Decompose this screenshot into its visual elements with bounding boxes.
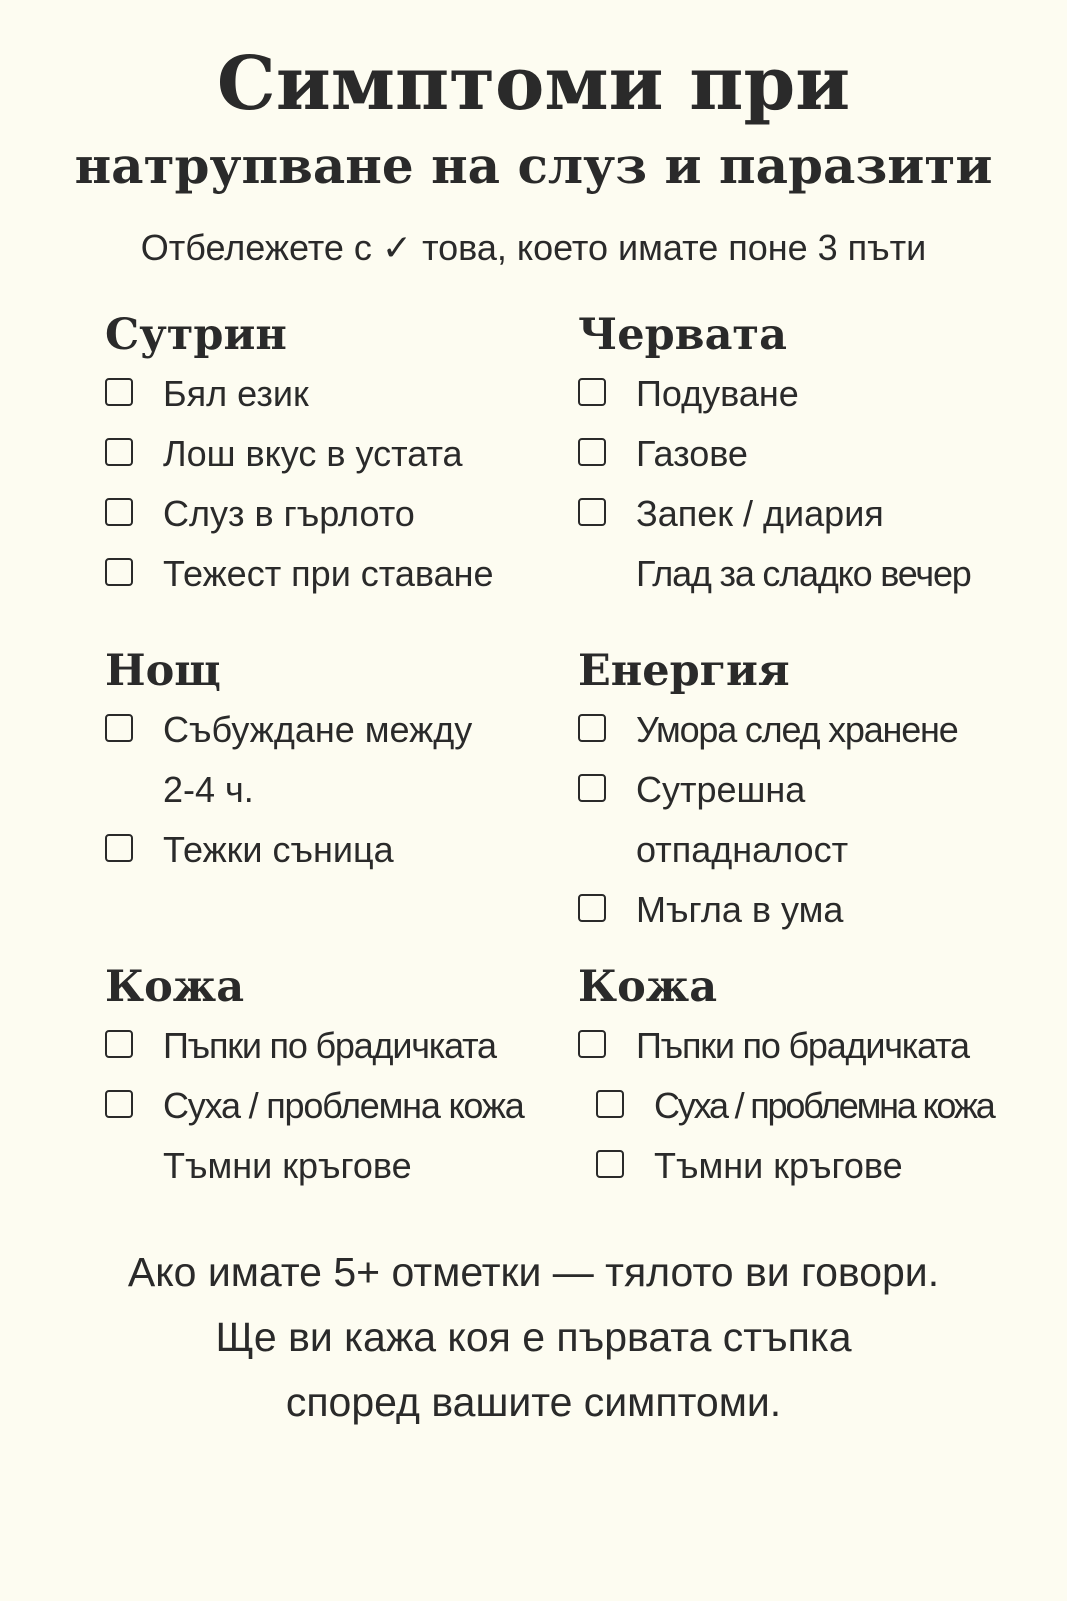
item-label: Суха / проблемна кожа <box>163 1085 524 1126</box>
section-skin-left <box>105 962 585 1196</box>
checkbox[interactable] <box>578 438 606 466</box>
item-label: Газове <box>636 433 748 474</box>
instruction-text: Отбележете с ✓ това, което имате поне 3 пъти <box>140 227 927 268</box>
checkbox[interactable] <box>578 498 606 526</box>
section-title-night: Нощ <box>105 646 221 696</box>
checkbox[interactable] <box>578 714 606 742</box>
item-label: Слуз в гърлото <box>163 493 415 534</box>
checklist-item[interactable] <box>105 1136 585 1196</box>
item-label: Подуване <box>636 373 799 414</box>
checklist-item-continuation <box>105 760 585 820</box>
checklist-item[interactable] <box>105 424 585 484</box>
checklist-item[interactable] <box>578 700 1058 760</box>
page-subtitle: натрупване на слуз и паразити <box>74 136 993 195</box>
item-label: отпадналост <box>636 829 849 870</box>
checkbox[interactable] <box>596 1090 624 1118</box>
item-label: Тъмни кръгове <box>654 1145 903 1186</box>
checklist-item[interactable] <box>578 484 1058 544</box>
checkbox[interactable] <box>578 378 606 406</box>
checkbox[interactable] <box>105 1030 133 1058</box>
item-label: Тежки съница <box>163 829 394 870</box>
item-label: Мъгла в ума <box>636 889 844 930</box>
checklist-item[interactable] <box>578 544 1058 604</box>
checklist-item[interactable] <box>578 760 1058 820</box>
checklist-item[interactable] <box>105 1016 585 1076</box>
checkbox[interactable] <box>105 1090 133 1118</box>
item-label: Събуждане между <box>163 709 473 750</box>
checklist-item[interactable] <box>105 700 585 760</box>
checklist-item[interactable] <box>105 820 585 880</box>
section-energy <box>578 646 1058 940</box>
checklist-item[interactable] <box>578 880 1058 940</box>
checkbox[interactable] <box>578 894 606 922</box>
checkbox[interactable] <box>105 498 133 526</box>
item-label: Умора след хранене <box>636 709 958 750</box>
checkbox[interactable] <box>578 1030 606 1058</box>
item-label: Пъпки по брадичката <box>163 1025 496 1066</box>
footer-line-3: според вашите симптоми. <box>285 1379 782 1425</box>
section-title-skin: Кожа <box>578 962 718 1012</box>
checklist-item[interactable] <box>596 1136 1066 1196</box>
item-label: Лош вкус в устата <box>163 433 463 474</box>
item-label: Запек / диария <box>636 493 884 534</box>
section-gut <box>578 310 1058 604</box>
item-label: Бял език <box>163 373 309 414</box>
item-label: Пъпки по брадичката <box>636 1025 969 1066</box>
checklist-item[interactable] <box>578 1016 1048 1076</box>
checklist-item[interactable] <box>105 484 585 544</box>
checklist-item[interactable] <box>596 1076 1066 1136</box>
checklist-item[interactable] <box>578 424 1058 484</box>
section-title-gut: Червата <box>578 310 787 360</box>
item-label: Тежест при ставане <box>163 553 494 594</box>
checkbox[interactable] <box>105 714 133 742</box>
page-title: Симптоми при <box>216 41 851 127</box>
item-label: Сутрешна <box>636 769 806 810</box>
checklist-item[interactable] <box>105 1076 585 1136</box>
section-title-energy: Енергия <box>578 646 790 696</box>
checklist-item[interactable] <box>105 364 585 424</box>
checkbox[interactable] <box>596 1150 624 1178</box>
checkbox[interactable] <box>578 774 606 802</box>
checklist-item[interactable] <box>578 364 1058 424</box>
item-label: Глад за сладко вечер <box>636 553 971 594</box>
section-morning <box>105 310 585 604</box>
section-title-skin: Кожа <box>105 962 245 1012</box>
checklist-item-continuation <box>578 820 1058 880</box>
item-label: Тъмни кръгове <box>163 1145 412 1186</box>
checkbox[interactable] <box>105 378 133 406</box>
footer-line-1: Ако имате 5+ отметки — тялото ви говори. <box>127 1249 940 1295</box>
footer-line-2: Ще ви кажа коя е първата стъпка <box>215 1314 852 1360</box>
section-skin-right <box>578 962 1048 1196</box>
section-night <box>105 646 585 880</box>
item-label: 2-4 ч. <box>163 769 254 810</box>
section-title-morning: Сутрин <box>105 310 287 360</box>
item-label: Суха / проблемна кожа <box>654 1085 994 1126</box>
checkbox[interactable] <box>105 438 133 466</box>
checkbox[interactable] <box>105 558 133 586</box>
checklist-item[interactable] <box>105 544 585 604</box>
checkbox[interactable] <box>105 834 133 862</box>
